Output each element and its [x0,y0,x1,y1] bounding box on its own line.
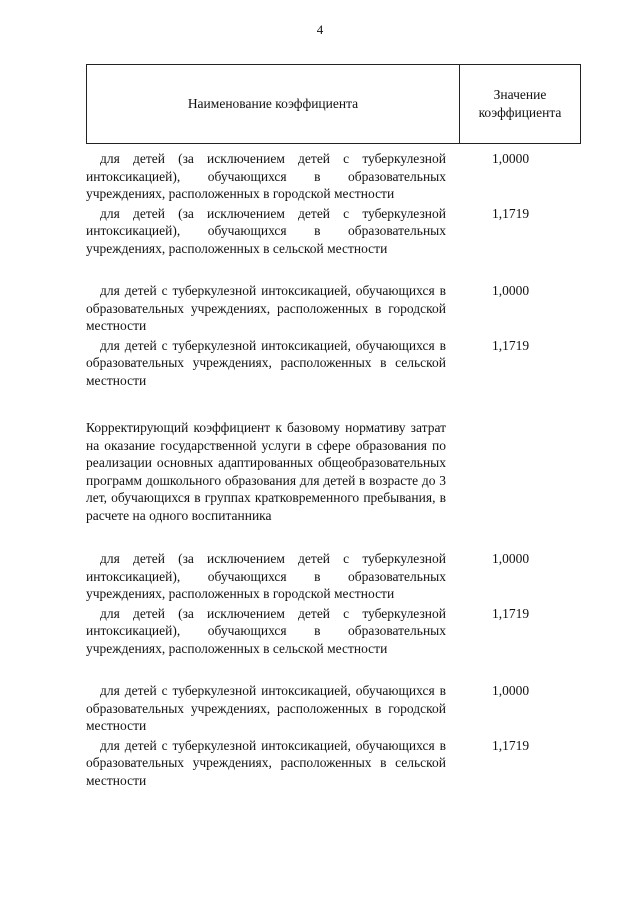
row-text: Корректирующий коэффициент к базовому нормативу затрат на оказание государственной услуги в сфере образования по реализации основных адаптированных общеобразовательных программ дошкольного образования для детей в возрасте до 3 лет, обучающихся в группах кратковременного пребывания, в расчете на одного воспитанника [86,420,446,523]
row-text: для детей с туберкулезной интоксикацией, обучающихся в образовательных учреждениях, расположенных в городской местности [86,683,446,733]
row-value: 1,1719 [492,337,530,353]
table-row [86,419,581,524]
table-row [86,550,581,603]
row-value: 1,0000 [492,151,530,166]
table-row [86,682,581,735]
table-row [86,282,581,335]
column-header-value-line2: коэффициента [478,105,562,120]
row-value: 1,0000 [492,283,530,298]
row-value: 1,0000 [492,683,530,698]
row-value: 1,1719 [492,605,530,621]
row-text: для детей (за исключением детей с туберкулезной интоксикацией), обучающихся в образовательных учреждениях, расположенных в сельской местности [86,605,446,656]
table-row [86,337,581,390]
table-body [86,144,581,789]
table-row [86,737,581,790]
table-row [86,205,581,258]
column-header-value [460,65,580,143]
row-text: для детей (за исключением детей с туберкулезной интоксикацией), обучающихся в образовательных учреждениях, расположенных в городской местности [86,151,446,201]
table-header [86,64,581,144]
table-row [86,605,581,658]
column-header-name: Наименование коэффициента [87,65,460,143]
row-value: 1,1719 [492,205,530,221]
row-text: для детей (за исключением детей с туберкулезной интоксикацией), обучающихся в образовательных учреждениях, расположенных в сельской местности [86,205,446,256]
table-row [86,150,581,203]
column-header-value-line1: Значение [493,87,547,102]
row-text: для детей с туберкулезной интоксикацией, обучающихся в образовательных учреждениях, расположенных в сельской местности [86,737,446,788]
page-number: 4 [316,22,324,37]
row-value: 1,0000 [492,551,530,566]
row-value: 1,1719 [492,737,530,753]
row-text: для детей с туберкулезной интоксикацией, обучающихся в образовательных учреждениях, расположенных в городской местности [86,283,446,333]
row-text: для детей (за исключением детей с туберкулезной интоксикацией), обучающихся в образовательных учреждениях, расположенных в городской местности [86,551,446,601]
row-text: для детей с туберкулезной интоксикацией, обучающихся в образовательных учреждениях, расположенных в сельской местности [86,337,446,388]
